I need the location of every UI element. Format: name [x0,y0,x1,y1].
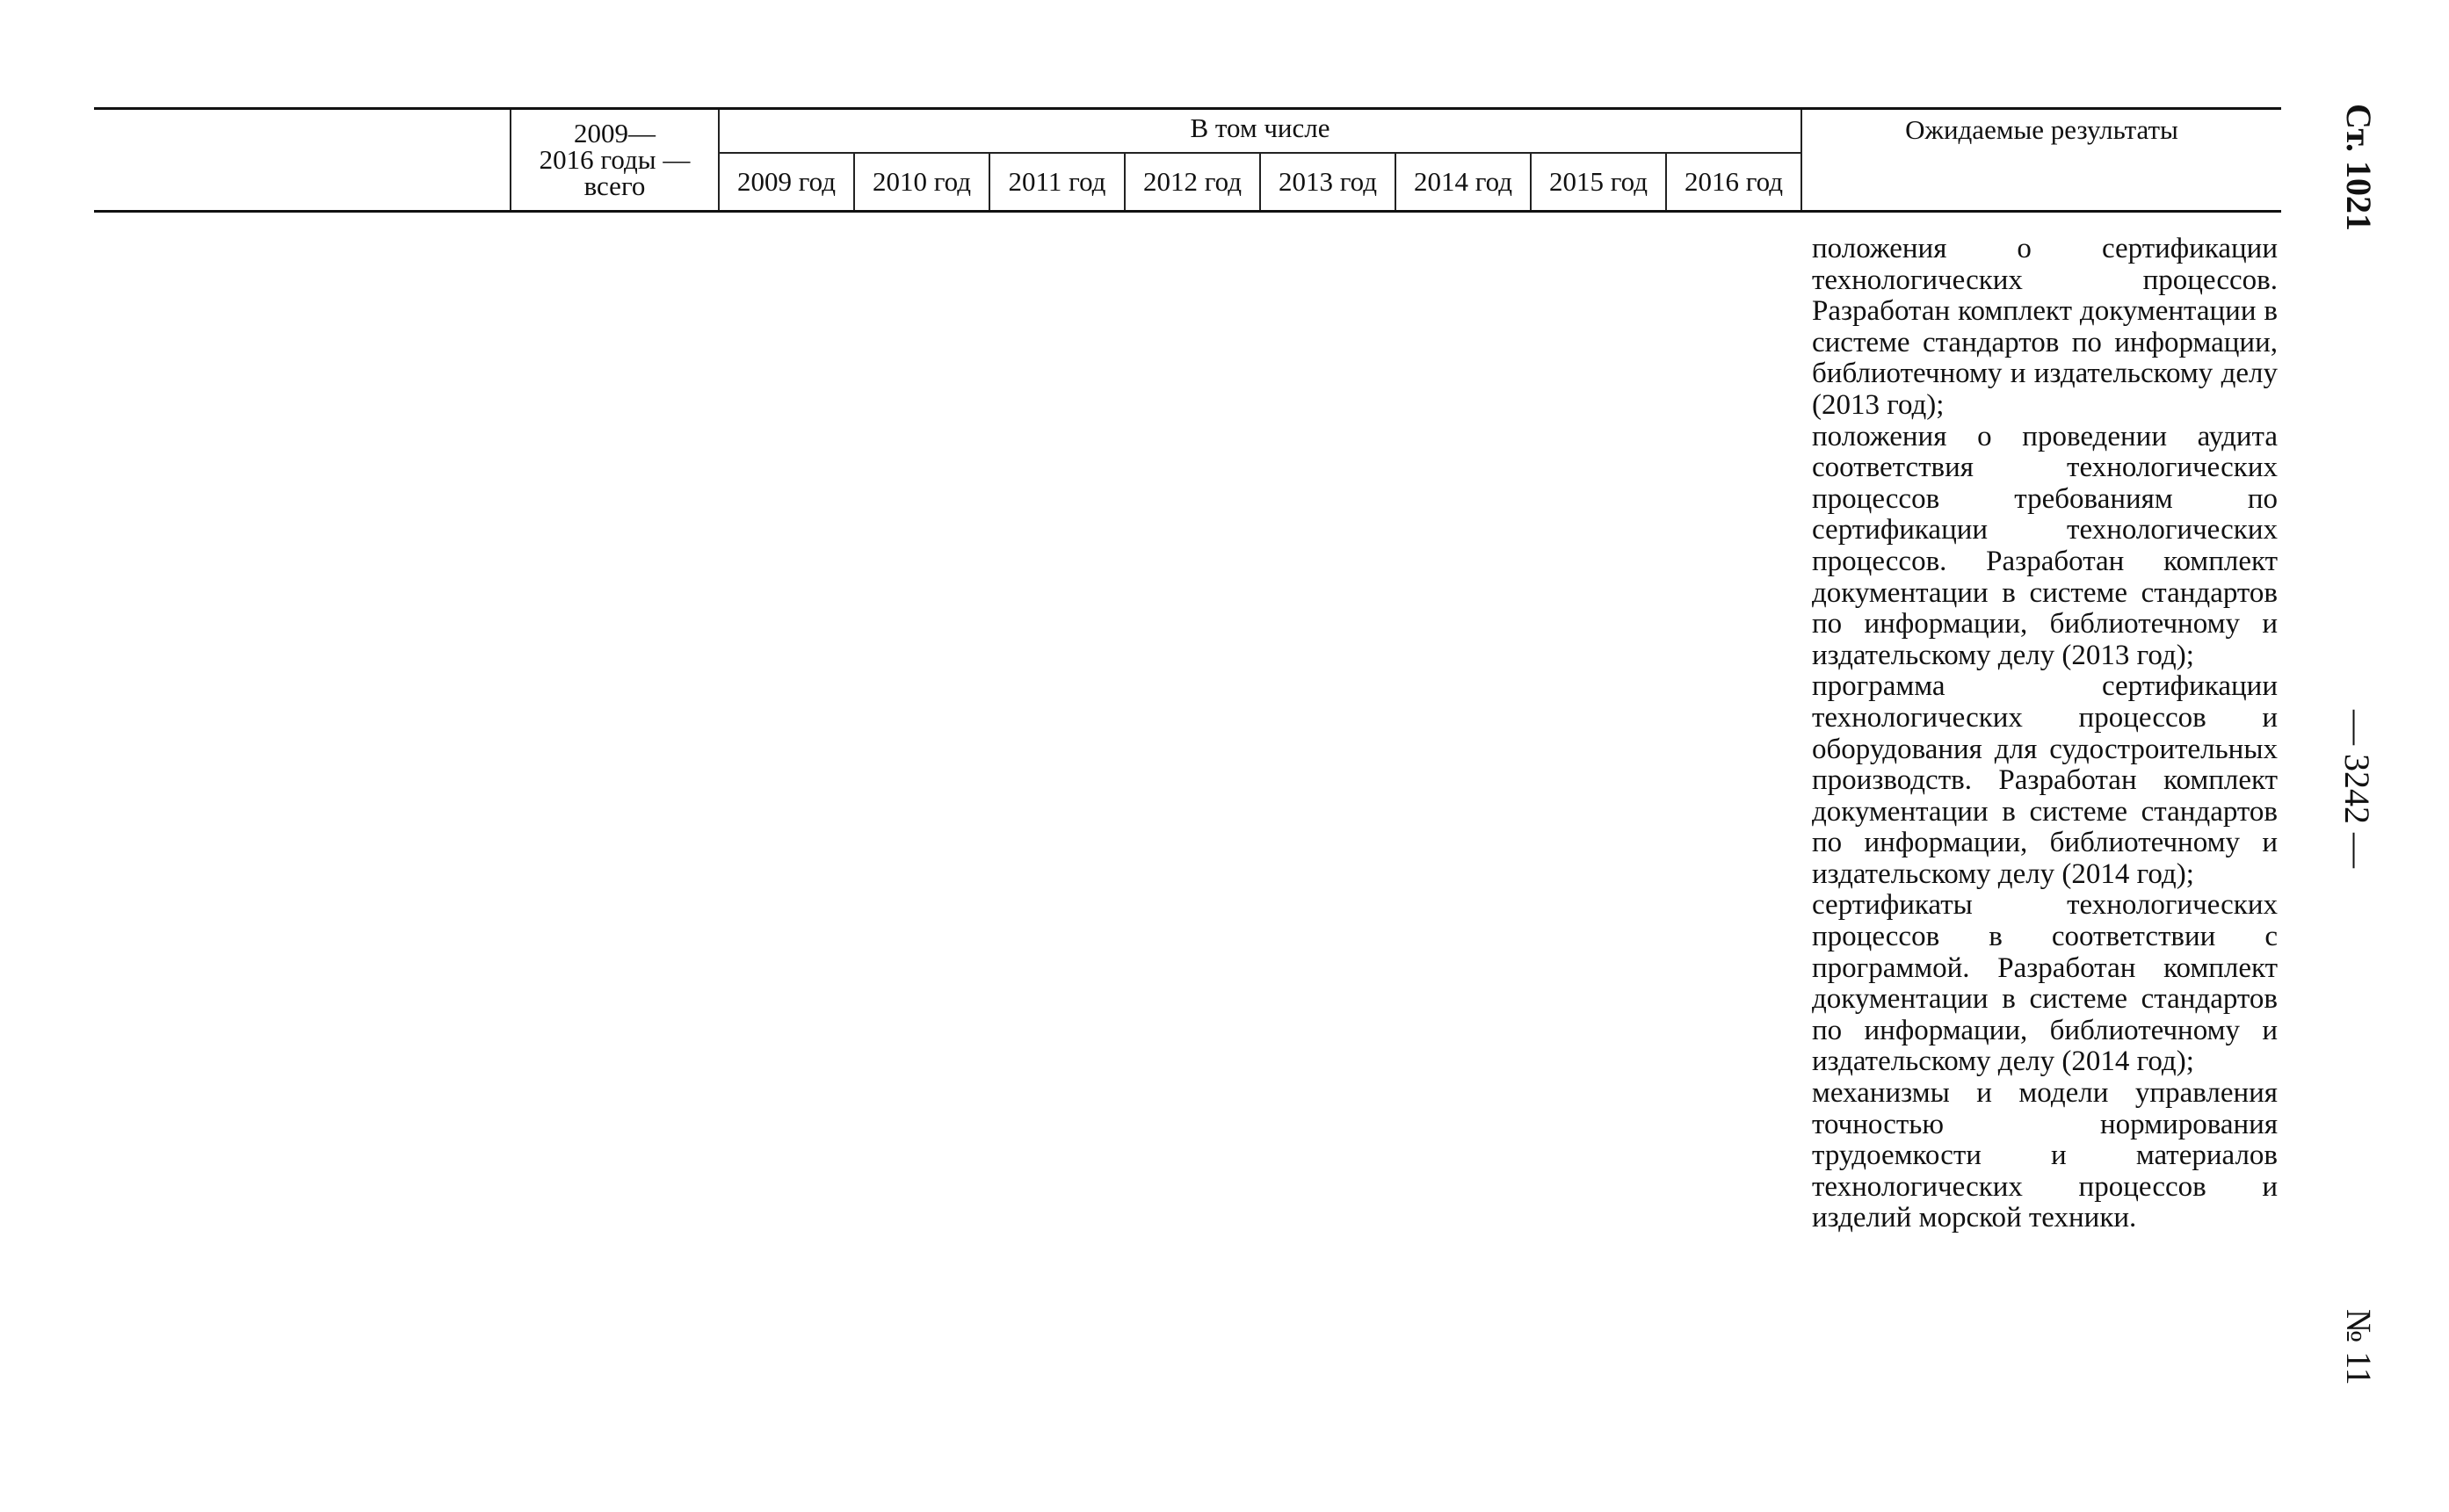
header-year-cell: 2009 год [719,153,854,212]
header-year-cell: 2012 год [1125,153,1260,212]
header-year-cell: 2014 год [1395,153,1531,212]
result-paragraph: программа сертификации технологических процессов и оборудования для судостроительных производств. Разработан комплект документации в системе стандартов по информации, библиотечному и издательскому делу (2014 год); [1812,670,2278,890]
result-paragraph: сертификаты технологических процессов в соответствии с программой. Разработан комплект документации в системе стандартов по информации, библиотечному и издательскому делу (2014 год); [1812,889,2278,1078]
header-total-line: 2009— [574,118,656,148]
header-total-line: 2016 годы — [539,144,691,175]
page-number-label: — 3242 — [2337,710,2377,868]
article-number-label: Ст. 1021 [2339,104,2379,231]
result-paragraph: механизмы и модели управления точностью нормирования трудоемкости и материалов технологических процессов и изделий морской техники. [1812,1077,2278,1234]
header-year-cell: 2015 год [1531,153,1666,212]
header-year-cell: 2016 год [1666,153,1801,212]
header-year-cell: 2011 год [989,153,1125,212]
header-total-line: всего [583,170,646,201]
result-paragraph: положения о проведении аудита соответствия технологических процессов требованиям по сертификации технологических процессов. Разработан комплект документации в системе стандартов по информации, библиотечному и издательскому делу (2013 год); [1812,420,2278,671]
result-paragraph: положения о сертификации технологических процессов. Разработан комплект документации в системе стандартов по информации, библиотечному и издательскому делу (2013 год); [1812,233,2278,421]
header-total-cell [511,109,719,212]
header-table [94,107,2281,213]
header-empty-cell [94,109,511,212]
header-including-cell: В том числе [719,109,1801,154]
header-year-cell: 2013 год [1260,153,1395,212]
header-results-cell: Ожидаемые результаты [1801,109,2281,212]
issue-number-label: № 11 [2339,1309,2379,1385]
expected-results-text [1812,234,2278,1234]
header-year-cell: 2010 год [854,153,989,212]
